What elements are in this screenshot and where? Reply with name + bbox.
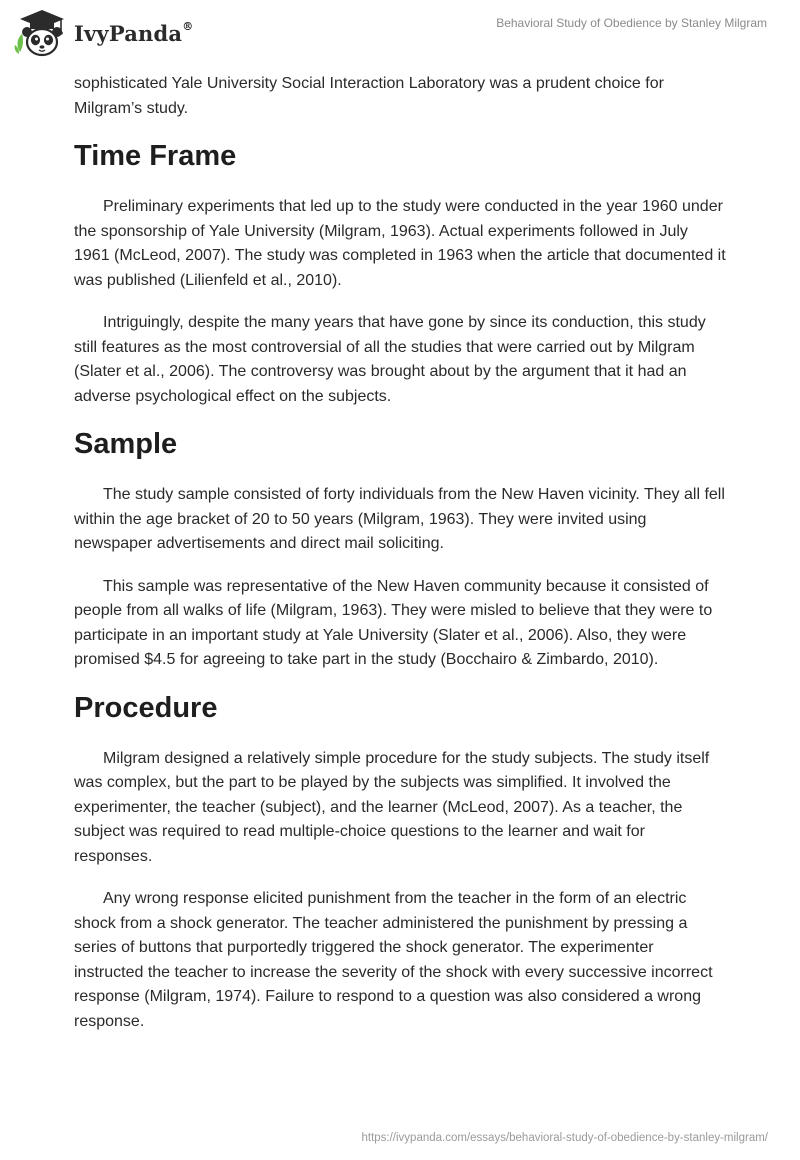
paragraph: Any wrong response elicited punishment from the teacher in the form of an electric shock from a shock generator. The teacher administered the punishment by pressing a series of buttons that purportedly triggered the shock generator. The experimenter instructed the teacher to increase the severity of the shock with every successive incorrect response (Milgram, 1974). Failure to respond to a question was also considered a wrong response. <box>74 890 713 1030</box>
paragraph: Preliminary experiments that led up to the study were conducted in the year 1960 under the sponsorship of Yale University (Milgram, 1963). Actual experiments followed in July 1961 (McLeod, 2007). The study was completed in 1963 when the article that documented it was published (Lilienfeld et al., 2010). <box>74 198 726 289</box>
paragraph: Intriguingly, despite the many years that have gone by since its conduction, this study still features as the most controversial of all the studies that were carried out by Milgram (Slater et al., 2006). The controversy was brought about by the argument that it had an adverse psychological effect on the subjects. <box>74 314 706 405</box>
heading-time-frame: Time Frame <box>74 140 237 172</box>
logo-wordmark: IvyPanda® <box>74 19 194 46</box>
running-title: Behavioral Study of Obedience by Stanley Milgram <box>496 16 767 30</box>
ivypanda-logo[interactable] <box>14 8 193 58</box>
essay-body <box>74 72 726 1052</box>
heading-sample: Sample <box>74 428 178 460</box>
paragraph: This sample was representative of the New Haven community because it consisted of people from all walks of life (Milgram, 1963). They were misled to believe that they were to participate in an important study at Yale University (Slater et al., 2006). Also, they were promised $4.5 for agreeing to take part in the study (Bocchairo & Zimbardo, 2010). <box>74 577 713 668</box>
paragraph-continued: sophisticated Yale University Social Interaction Laboratory was a prudent choice for Milgram’s study. <box>74 75 664 117</box>
panda-graduate-icon <box>14 8 70 58</box>
source-url[interactable]: https://ivypanda.com/essays/behavioral-study-of-obedience-by-stanley-milgram/ <box>361 1132 768 1144</box>
paragraph: The study sample consisted of forty individuals from the New Haven vicinity. They all fell within the age bracket of 20 to 50 years (Milgram, 1963). They were invited using newspaper advertisements and direct mail soliciting. <box>74 486 725 552</box>
heading-procedure: Procedure <box>74 691 218 724</box>
paragraph: Milgram designed a relatively simple procedure for the study subjects. The study itself was complex, but the part to be played by the subjects was simplified. It involved the experimenter, the teacher (subject), and the learner (McLeod, 2007). As a teacher, the subject was required to read multiple-choice questions to the learner and wait for responses. <box>74 749 710 865</box>
page-header <box>0 0 800 70</box>
